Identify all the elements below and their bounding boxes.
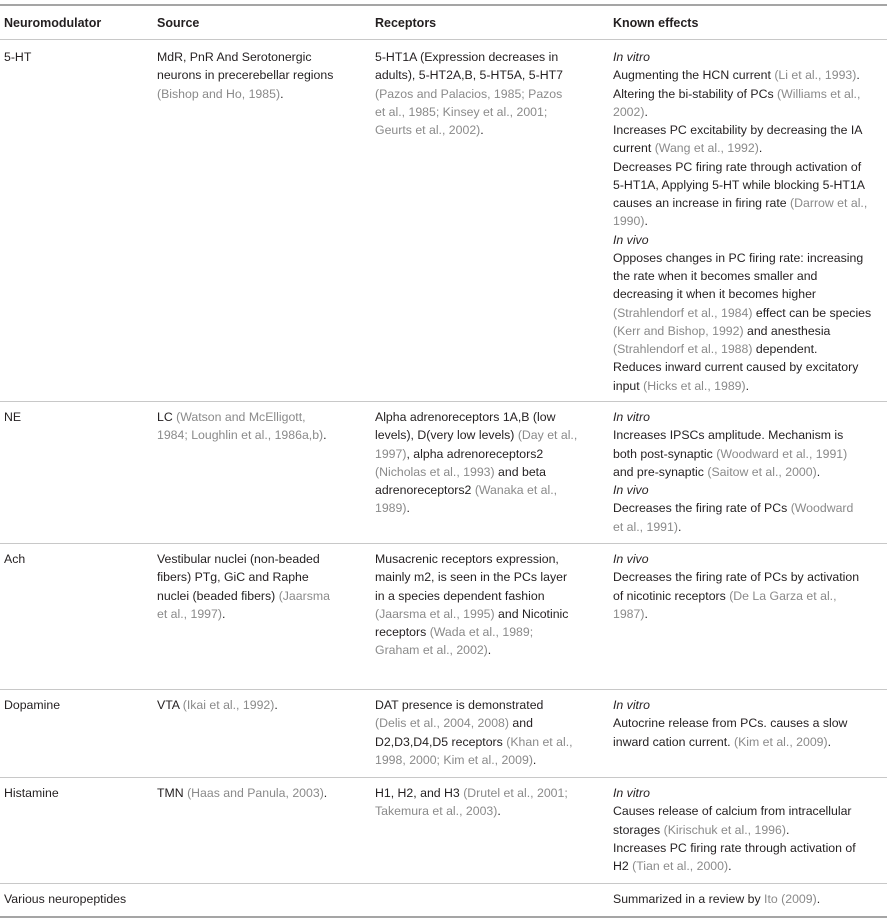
source-cell: [157, 784, 327, 802]
citation[interactable]: (Hicks et al., 1989): [643, 378, 746, 393]
text-segment: .: [827, 734, 832, 749]
effects-line: [613, 322, 871, 340]
text-segment: 5-HT1A, Applying 5-HT while blocking 5-HT1A: [613, 177, 865, 192]
source-line: [157, 587, 330, 605]
effects-line: [613, 358, 871, 376]
effects-line: [613, 176, 871, 194]
text-segment: Summarized in a review by: [613, 892, 765, 906]
effects-line: [613, 212, 871, 230]
modulator-cell: [4, 696, 60, 714]
text-segment: Increases PC excitability by decreasing the IA: [613, 123, 863, 137]
row-divider: [0, 883, 887, 884]
text-segment: and pre-synaptic: [613, 464, 708, 479]
condition-label: In vitro: [613, 410, 650, 424]
effects-line: [613, 696, 847, 714]
text-segment: adults), 5-HT2A,B, 5-HT5A, 5-HT7: [375, 68, 563, 83]
effects-line: [613, 733, 847, 751]
effects-line: [613, 426, 853, 444]
row-divider: [0, 401, 887, 402]
receptors-cell: [375, 48, 563, 139]
text-segment: storages: [613, 822, 664, 837]
modulator-cell: [4, 408, 21, 426]
effects-line: [613, 340, 871, 358]
effects-cell: [613, 890, 820, 908]
effects-line: [613, 518, 853, 536]
citation[interactable]: (Wang et al., 1992): [654, 141, 759, 156]
effects-line: [613, 85, 871, 103]
modulator-cell: [4, 48, 31, 66]
modulator-cell: [4, 550, 25, 568]
effects-line: [613, 605, 859, 623]
citation[interactable]: (Woodward et al., 1991): [716, 446, 848, 461]
effects-line: [613, 714, 847, 732]
citation[interactable]: Graham et al., 2002): [375, 643, 488, 658]
header-rule: [0, 39, 887, 40]
condition-label: In vivo: [613, 232, 649, 247]
text-segment: and beta: [494, 464, 546, 479]
effects-line: [613, 267, 871, 285]
receptors-line: [375, 751, 573, 769]
effects-line: [613, 802, 856, 820]
effects-line: [613, 249, 871, 267]
text-segment: Decreases the firing rate of PCs by activation: [613, 570, 860, 585]
text-segment: LC: [157, 410, 177, 424]
citation[interactable]: (Khan et al.,: [506, 734, 573, 749]
condition-label: In vitro: [613, 698, 650, 712]
receptors-line: [375, 66, 563, 84]
citation[interactable]: (Jaarsma: [278, 588, 330, 603]
row-divider: [0, 689, 887, 690]
text-segment: receptors: [375, 625, 430, 639]
text-segment: causes an increase in firing rate: [613, 196, 791, 210]
text-segment: and Nicotinic: [494, 606, 569, 621]
header-known-effects: Known effects: [613, 16, 699, 30]
header-receptors: Receptors: [375, 16, 437, 30]
condition-label: In vitro: [613, 786, 650, 800]
effects-line: [613, 839, 856, 857]
condition-label: In vitro: [613, 50, 650, 64]
citation[interactable]: (Wanaka et al.,: [474, 483, 558, 497]
receptors-line: [375, 499, 577, 517]
citation[interactable]: Ito (2009): [764, 892, 817, 906]
citation[interactable]: (Saitow et al., 2000): [707, 464, 817, 479]
receptors-line: [375, 463, 577, 481]
text-segment: .: [644, 104, 648, 119]
citation[interactable]: 1984; Loughlin et al., 1986a,b): [157, 428, 324, 443]
source-cell: [157, 408, 327, 445]
text-segment: .: [406, 501, 410, 516]
receptors-line: [375, 802, 568, 820]
text-segment: .: [785, 822, 790, 837]
receptors-line: [375, 733, 573, 751]
citation[interactable]: (Woodward: [790, 501, 854, 516]
header-neuromodulator: Neuromodulator: [4, 16, 102, 30]
text-segment: .: [280, 86, 284, 101]
text-segment: .: [728, 859, 732, 873]
source-cell: [157, 696, 278, 714]
text-segment: .: [856, 68, 860, 83]
condition-label: In vivo: [613, 483, 649, 497]
text-segment: H2: [613, 859, 633, 873]
effects-cell: [613, 550, 859, 623]
receptors-line: [375, 784, 568, 802]
text-segment: Increases PC firing rate through activation of: [613, 840, 856, 855]
text-segment: neurons in precerebellar regions: [157, 68, 334, 83]
citation[interactable]: 1990): [613, 214, 645, 229]
citation[interactable]: (Kerr and Bishop, 1992): [613, 323, 744, 338]
row-divider: [0, 777, 887, 778]
effects-line: [613, 103, 871, 121]
effects-line: [613, 377, 871, 395]
text-segment: , alpha adrenoreceptors2: [406, 446, 544, 461]
effects-line: [613, 550, 859, 568]
text-segment: MdR, PnR And Serotonergic: [157, 50, 312, 64]
citation[interactable]: (Watson and McElligott,: [176, 410, 306, 424]
receptors-line: [375, 121, 563, 139]
effects-line: [613, 139, 871, 157]
text-segment: Decreases PC firing rate through activation of: [613, 159, 862, 174]
citation[interactable]: (Darrow et al.,: [790, 196, 868, 210]
text-segment: of nicotinic receptors: [613, 588, 730, 603]
citation[interactable]: (Pazos and Palacios, 1985; Pazos: [375, 86, 563, 101]
citation[interactable]: (Li et al., 1993): [774, 68, 857, 83]
citation[interactable]: (Kim et al., 2009): [733, 734, 828, 749]
citation[interactable]: (Haas and Panula, 2003): [187, 786, 324, 800]
text-segment: .: [323, 786, 328, 800]
header-source: Source: [157, 16, 200, 30]
receptors-line: [375, 426, 577, 444]
citation[interactable]: (Nicholas et al., 1993): [375, 464, 495, 479]
effects-line: [613, 48, 871, 66]
text-segment: .: [274, 698, 278, 712]
receptors-line: [375, 714, 573, 732]
effects-line: [613, 857, 856, 875]
text-segment: .: [758, 141, 763, 156]
effects-line: [613, 66, 871, 84]
receptors-line: [375, 408, 577, 426]
effects-line: [613, 784, 856, 802]
modulator-text: Dopamine: [4, 698, 61, 712]
receptors-line: [375, 587, 568, 605]
text-segment: Alpha adrenoreceptors 1A,B (low: [375, 410, 556, 424]
effects-line: [613, 445, 853, 463]
citation[interactable]: (Strahlendorf et al., 1988): [613, 342, 753, 356]
citation[interactable]: et al., 1991): [613, 519, 678, 534]
text-segment: .: [487, 643, 492, 658]
text-segment: Increases IPSCs amplitude. Mechanism is: [613, 428, 844, 443]
citation[interactable]: 1989): [375, 501, 407, 516]
text-segment: VTA: [157, 698, 183, 712]
text-segment: the rate when it becomes smaller and: [613, 269, 818, 283]
text-segment: levels), D(very low levels): [375, 428, 518, 443]
source-line: [157, 784, 327, 802]
text-segment: DAT presence is demonstrated: [375, 698, 544, 712]
citation[interactable]: Takemura et al., 2003): [375, 804, 498, 819]
modulator-cell: [4, 890, 126, 908]
text-segment: both post-synaptic: [613, 446, 717, 461]
receptors-line: [375, 48, 563, 66]
text-segment: Augmenting the HCN current: [613, 68, 775, 83]
citation[interactable]: (Drutel et al., 2001;: [463, 786, 568, 800]
table-top-rule: [0, 4, 887, 6]
receptors-line: [375, 623, 568, 641]
source-line: [157, 605, 330, 623]
receptors-line: [375, 605, 568, 623]
citation[interactable]: (Strahlendorf et al., 1984): [613, 305, 753, 320]
text-segment: D2,D3,D4,D5 receptors: [375, 734, 507, 749]
modulator-cell: [4, 784, 59, 802]
text-segment: current: [613, 141, 655, 156]
source-line: [157, 696, 278, 714]
effects-line: [613, 587, 859, 605]
citation[interactable]: (Wada et al., 1989;: [429, 625, 534, 639]
citation[interactable]: (Day et al.,: [517, 428, 578, 443]
text-segment: .: [745, 378, 750, 393]
text-segment: Musacrenic receptors expression,: [375, 552, 559, 566]
effects-cell: [613, 696, 847, 751]
citation[interactable]: (Jaarsma et al., 1995): [375, 606, 495, 621]
citation[interactable]: Geurts et al., 2002): [375, 123, 481, 137]
text-segment: effect can be species: [752, 305, 872, 320]
condition-label: In vivo: [613, 552, 649, 566]
effects-line: [613, 304, 871, 322]
text-segment: Vestibular nuclei (non-beaded: [157, 552, 320, 566]
text-segment: .: [677, 519, 682, 534]
receptors-cell: [375, 784, 568, 821]
text-segment: Causes release of calcium from intracellular: [613, 804, 852, 819]
effects-line: [613, 408, 853, 426]
text-segment: in a species dependent fashion: [375, 588, 545, 603]
text-segment: H1, H2, and H3: [375, 786, 464, 800]
text-segment: Decreases the firing rate of PCs: [613, 501, 791, 516]
modulator-text: Histamine: [4, 786, 59, 800]
text-segment: inward cation current.: [613, 734, 734, 749]
receptors-line: [375, 568, 568, 586]
source-line: [157, 85, 333, 103]
receptors-line: [375, 481, 577, 499]
text-segment: TMN: [157, 786, 188, 800]
effects-line: [613, 158, 871, 176]
text-segment: .: [644, 606, 648, 621]
modulator-text: Various neuropeptides: [4, 892, 127, 906]
text-segment: Opposes changes in PC firing rate: increasing: [613, 250, 864, 265]
source-line: [157, 568, 330, 586]
effects-line: [613, 194, 871, 212]
text-segment: Autocrine release from PCs. causes a slow: [613, 716, 848, 731]
row-divider: [0, 916, 887, 918]
citation[interactable]: et al., 1985; Kinsey et al., 2001;: [375, 104, 548, 119]
citation[interactable]: 1998, 2000; Kim et al., 2009): [375, 752, 533, 767]
source-cell: [157, 550, 330, 623]
text-segment: fibers) PTg, GiC and Raphe: [157, 570, 309, 585]
modulator-text: Ach: [4, 552, 26, 566]
text-segment: and anesthesia: [743, 323, 831, 338]
receptors-line: [375, 696, 573, 714]
citation[interactable]: (Kirischuk et al., 1996): [663, 822, 786, 837]
text-segment: nuclei (beaded fibers): [157, 588, 279, 603]
modulator-text: NE: [4, 410, 22, 424]
receptors-cell: [375, 550, 568, 660]
source-line: [157, 66, 333, 84]
citation[interactable]: (Ikai et al., 1992): [182, 698, 275, 712]
receptors-line: [375, 445, 577, 463]
receptors-line: [375, 550, 568, 568]
text-segment: dependent.: [752, 342, 818, 356]
receptors-line: [375, 85, 563, 103]
text-segment: decreasing it when it becomes higher: [613, 287, 817, 302]
text-segment: .: [816, 892, 821, 906]
text-segment: Reduces inward current caused by excitatory: [613, 360, 859, 375]
receptors-line: [375, 641, 568, 659]
citation[interactable]: (De La Garza et al.,: [729, 588, 837, 603]
effects-cell: [613, 48, 871, 395]
text-segment: adrenoreceptors2: [375, 483, 475, 497]
effects-cell: [613, 408, 853, 536]
effects-line: [613, 121, 871, 139]
source-cell: [157, 48, 333, 103]
effects-line: [613, 481, 853, 499]
text-segment: 5-HT1A (Expression decreases in: [375, 50, 559, 64]
receptors-line: [375, 103, 563, 121]
text-segment: .: [816, 464, 821, 479]
effects-line: [613, 568, 859, 586]
text-segment: .: [497, 804, 501, 819]
citation[interactable]: 1987): [613, 606, 645, 621]
text-segment: and: [508, 716, 533, 731]
text-segment: .: [480, 123, 484, 137]
row-divider: [0, 543, 887, 544]
citation[interactable]: 2002): [613, 104, 645, 119]
citation[interactable]: (Williams et al.,: [777, 86, 861, 101]
source-line: [157, 426, 327, 444]
text-segment: .: [323, 428, 327, 443]
text-segment: .: [644, 214, 648, 229]
text-segment: .: [532, 752, 537, 767]
text-segment: mainly m2, is seen in the PCs layer: [375, 570, 568, 585]
effects-line: [613, 821, 856, 839]
receptors-cell: [375, 408, 577, 518]
citation[interactable]: (Bishop and Ho, 1985): [157, 86, 281, 101]
effects-line: [613, 499, 853, 517]
source-line: [157, 550, 330, 568]
citation[interactable]: 1997): [375, 446, 407, 461]
receptors-cell: [375, 696, 573, 769]
citation[interactable]: (Delis et al., 2004, 2008): [375, 716, 509, 731]
effects-line: [613, 285, 871, 303]
citation[interactable]: (Tian et al., 2000): [632, 859, 729, 873]
source-line: [157, 408, 327, 426]
text-segment: input: [613, 378, 644, 393]
effects-line: [613, 890, 820, 908]
effects-cell: [613, 784, 856, 875]
citation[interactable]: et al., 1997): [157, 606, 222, 621]
effects-line: [613, 231, 871, 249]
text-segment: Altering the bi-stability of PCs: [613, 86, 778, 101]
source-line: [157, 48, 333, 66]
modulator-text: 5-HT: [4, 50, 32, 64]
effects-line: [613, 463, 853, 481]
text-segment: .: [221, 606, 226, 621]
